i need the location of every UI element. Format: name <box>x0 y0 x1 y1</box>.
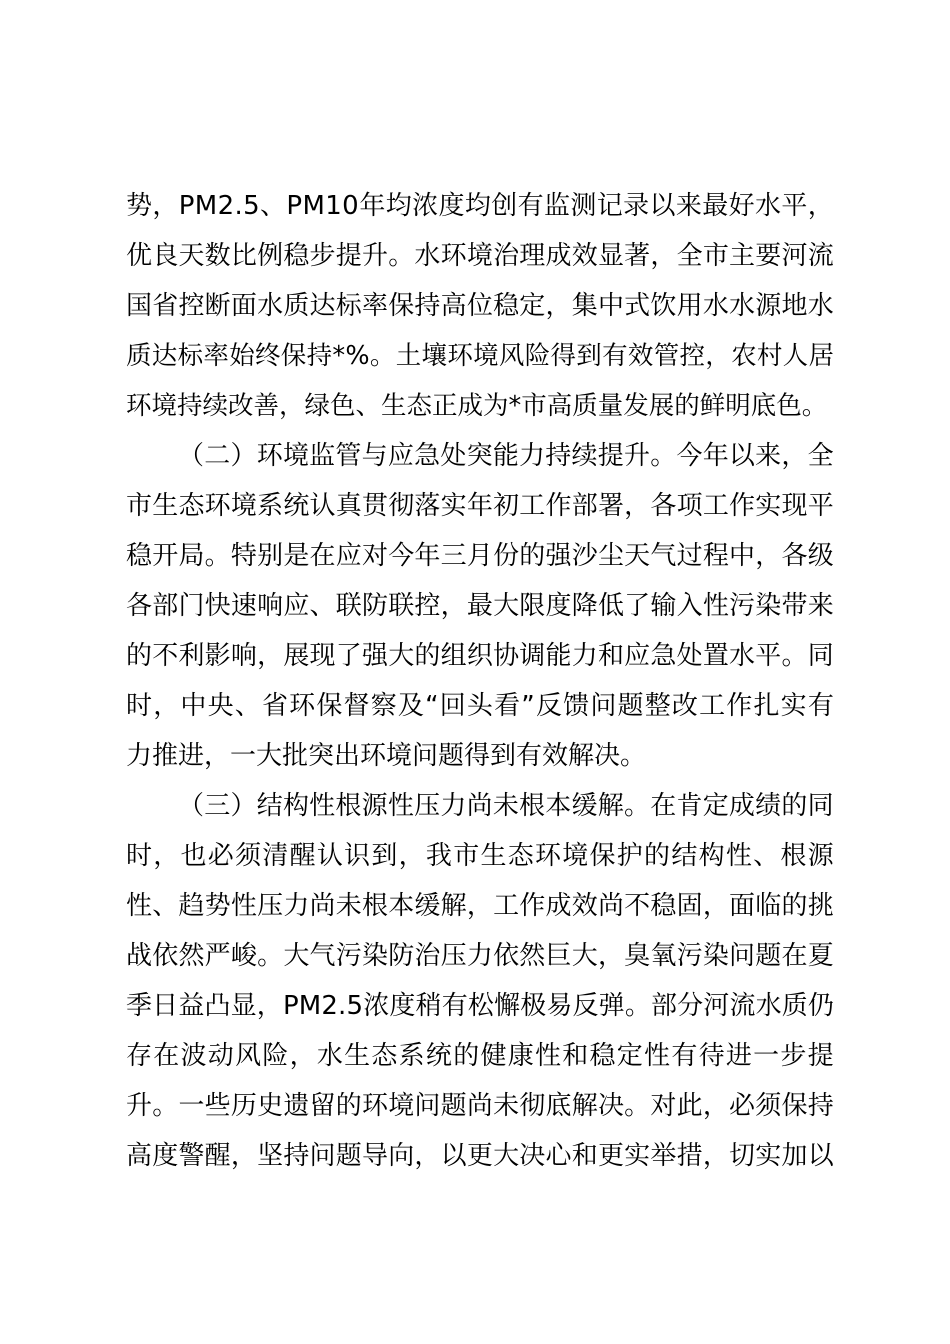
section-heading-line: （ 二 ） 环 境 监 管 与 应 急 处 突 能 力 持 续 提 升 。 今 年 以 来 ， 全 <box>178 441 834 471</box>
text-line: 力推进，一大批突出环境问题得到有效解决。 <box>126 741 647 771</box>
text-line: 季 日 益 凸 显 ， P M 2 . 5 浓 度 稍 有 松 懈 极 易 反 弹 。 部 分 河 流 水 质 仍 <box>126 991 834 1021</box>
text-line: 升 。 一 些 历 史 遗 留 的 环 境 问 题 尚 未 彻 底 解 决 。 对 此 ， 必 须 保 持 <box>126 1091 834 1121</box>
text-line: 环境持续改善，绿色、生态正成为*市高质量发展的鲜明底色。 <box>126 391 828 421</box>
text-line: 高 度 警 醒 ， 坚 持 问 题 导 向 ， 以 更 大 决 心 和 更 实 举 措 ， 切 实 加 以 <box>126 1141 834 1171</box>
section-heading-line: （ 三 ） 结 构 性 根 源 性 压 力 尚 未 根 本 缓 解 。 在 肯 定 成 绩 的 同 <box>178 791 834 821</box>
text-line: 势 ， P M 2 . 5 、 P M 1 0 年 均 浓 度 均 创 有 监 测 记 录 以 来 最 好 水 平 ， <box>126 191 834 221</box>
text-line: 市 生 态 环 境 系 统 认 真 贯 彻 落 实 年 初 工 作 部 署 ， 各 项 工 作 实 现 平 <box>126 491 834 521</box>
text-line: 时 ， 中 央 、 省 环 保 督 察 及 “ 回 头 看 ” 反 馈 问 题 整 改 工 作 扎 实 有 <box>126 691 834 721</box>
text-line: 国 省 控 断 面 水 质 达 标 率 保 持 高 位 稳 定 ， 集 中 式 饮 用 水 水 源 地 水 <box>126 291 834 321</box>
text-line: 的 不 利 影 响 ， 展 现 了 强 大 的 组 织 协 调 能 力 和 应 急 处 置 水 平 。 同 <box>126 641 834 671</box>
text-line: 时 ， 也 必 须 清 醒 认 识 到 ， 我 市 生 态 环 境 保 护 的 结 构 性 、 根 源 <box>126 841 834 871</box>
text-line: 稳 开 局 。 特 别 是 在 应 对 今 年 三 月 份 的 强 沙 尘 天 气 过 程 中 ， 各 级 <box>126 541 834 571</box>
text-line: 优 良 天 数 比 例 稳 步 提 升 。 水 环 境 治 理 成 效 显 著 ， 全 市 主 要 河 流 <box>126 241 834 271</box>
text-line: 战 依 然 严 峻 。 大 气 污 染 防 治 压 力 依 然 巨 大 ， 臭 氧 污 染 问 题 在 夏 <box>126 941 834 971</box>
text-line: 性 、 趋 势 性 压 力 尚 未 根 本 缓 解 ， 工 作 成 效 尚 不 稳 固 ， 面 临 的 挑 <box>126 891 834 921</box>
text-line: 质 达 标 率 始 终 保 持 * % 。 土 壤 环 境 风 险 得 到 有 效 管 控 ， 农 村 人 居 <box>126 341 834 371</box>
text-line: 各 部 门 快 速 响 应 、 联 防 联 控 ， 最 大 限 度 降 低 了 输 入 性 污 染 带 来 <box>126 591 834 621</box>
body-text <box>126 181 834 1181</box>
text-line: 存 在 波 动 风 险 ， 水 生 态 系 统 的 健 康 性 和 稳 定 性 有 待 进 一 步 提 <box>126 1041 834 1071</box>
